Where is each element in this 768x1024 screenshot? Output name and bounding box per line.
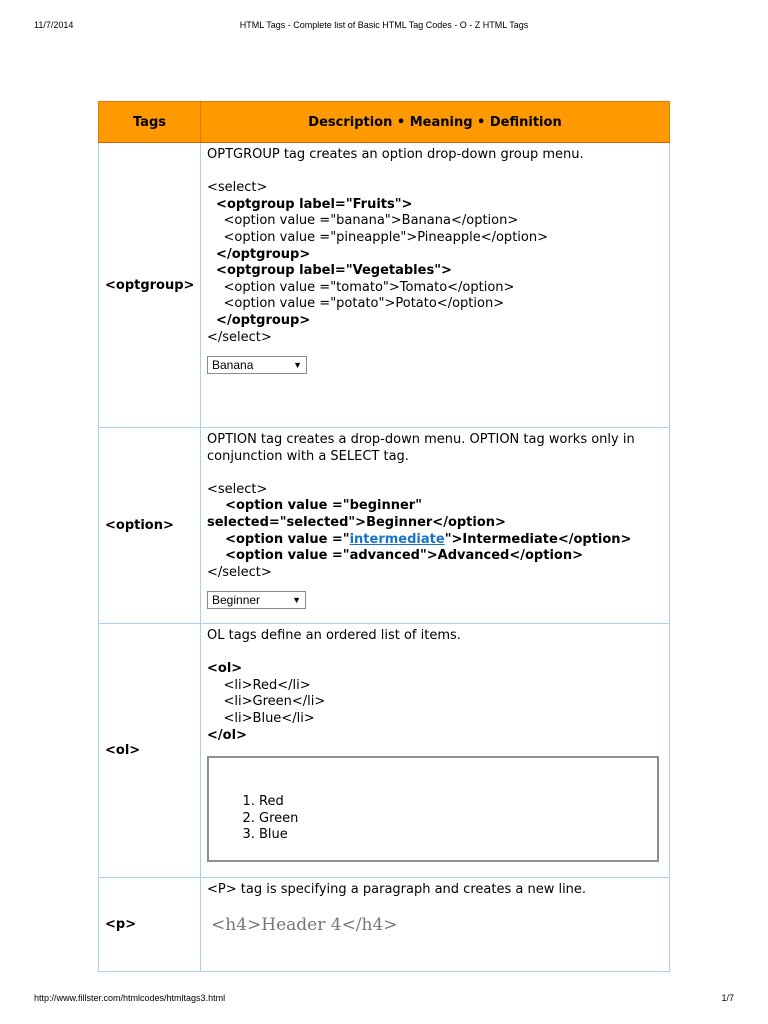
description-text: OPTGROUP tag creates an option drop-down group menu. [207,147,584,162]
table-row [99,624,670,878]
description-text: OL tags define an ordered list of items. [207,628,461,643]
header-tags: Tags [99,102,201,143]
print-title: HTML Tags - Complete list of Basic HTML Tag Codes - O - Z HTML Tags [239,20,529,30]
description-text: OPTION tag creates a drop-down menu. OPTION tag works only in conjunction with a SELECT tag. [207,432,635,464]
table-row [99,428,670,624]
table-row [99,143,670,428]
code-sample: <select> <option value ="beginner" selected="selected">Beginner</option> <option value ="intermediate">Intermediate</option> <option value ="advanced">Advanced</option> </select> [207,481,632,580]
header-description: Description • Meaning • Definition [201,102,670,143]
tag-cell-p: <p> [99,878,201,972]
table-row [99,878,670,972]
print-date: 11/7/2014 [34,20,74,30]
print-url: http://www.fillster.com/htmlcodes/htmltags3.html [34,993,226,1003]
header4-demo: <h4>Header 4</h4> [211,914,398,935]
desc-cell-ol [201,624,670,878]
list-item: 2. Green [259,811,657,828]
page-number: 1/7 [721,993,734,1003]
list-item: 3. Blue [259,827,657,844]
desc-cell-p [201,878,670,972]
intermediate-link[interactable]: intermediate [349,531,445,547]
code-sample: <select> <optgroup label="Fruits"> <option value ="banana">Banana</option> <option value ="pineapple">Pineapple</option> </optgroup> <optgroup label="Vegetables"> <option value ="tomato">Tomato</option> <option value ="potato">Potato</option> </optgroup> </select> [207,180,548,345]
chevron-down-icon: ▼ [292,595,301,606]
demo-select-fruits[interactable]: Banana ▼ [207,356,307,374]
code-sample: <ol> <li>Red</li> <li>Green</li> <li>Blue</li> </ol> [207,661,326,743]
desc-cell-option [201,428,670,624]
table-header-row [99,102,670,143]
demo-select-level[interactable]: Beginner ▼ [207,591,306,609]
ordered-list-demo [207,756,659,862]
chevron-down-icon: ▼ [293,359,302,370]
tag-cell-optgroup: <optgroup> [99,143,201,428]
list-item: 1. Red [259,794,657,811]
html-tags-table [98,101,670,972]
description-text: <P> tag is specifying a paragraph and creates a new line. [207,882,587,897]
tag-cell-option: <option> [99,428,201,624]
desc-cell-optgroup [201,143,670,428]
tag-cell-ol: <ol> [99,624,201,878]
